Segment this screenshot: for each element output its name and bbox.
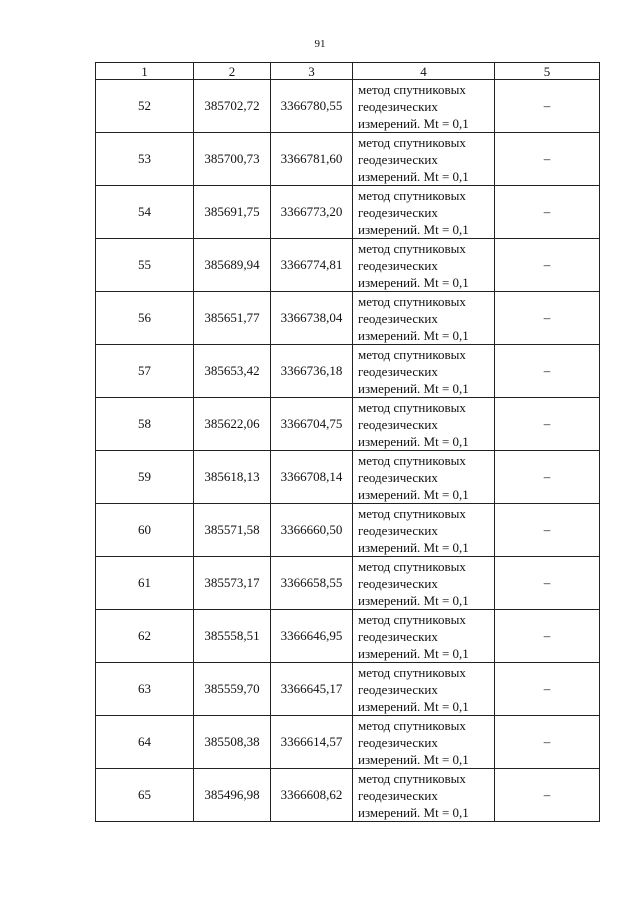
note-cell: – [495,80,600,133]
table-header-row [96,63,600,80]
point-number-cell: 56 [96,292,194,345]
method-cell: метод спутниковых геодезических измерений. Mt = 0,1 [353,451,495,504]
x-coordinate-cell: 385559,70 [194,663,271,716]
method-cell: метод спутниковых геодезических измерений. Mt = 0,1 [353,239,495,292]
point-number-cell: 59 [96,451,194,504]
method-cell: метод спутниковых геодезических измерений. Mt = 0,1 [353,398,495,451]
y-coordinate-cell: 3366646,95 [271,610,353,663]
note-cell: – [495,663,600,716]
y-coordinate-cell: 3366773,20 [271,186,353,239]
x-coordinate-cell: 385618,13 [194,451,271,504]
table-row [96,769,600,822]
y-coordinate-cell: 3366608,62 [271,769,353,822]
note-cell: – [495,133,600,186]
note-cell: – [495,451,600,504]
note-cell: – [495,557,600,610]
point-number-cell: 53 [96,133,194,186]
y-coordinate-cell: 3366736,18 [271,345,353,398]
column-header: 3 [271,63,353,80]
note-cell: – [495,504,600,557]
note-cell: – [495,292,600,345]
point-number-cell: 62 [96,610,194,663]
table-row [96,504,600,557]
x-coordinate-cell: 385691,75 [194,186,271,239]
method-cell: метод спутниковых геодезических измерений. Mt = 0,1 [353,663,495,716]
x-coordinate-cell: 385700,73 [194,133,271,186]
point-number-cell: 63 [96,663,194,716]
column-header: 2 [194,63,271,80]
y-coordinate-cell: 3366645,17 [271,663,353,716]
method-cell: метод спутниковых геодезических измерений. Mt = 0,1 [353,133,495,186]
note-cell: – [495,398,600,451]
x-coordinate-cell: 385558,51 [194,610,271,663]
y-coordinate-cell: 3366614,57 [271,716,353,769]
coordinates-table [95,62,600,822]
table-row [96,292,600,345]
x-coordinate-cell: 385653,42 [194,345,271,398]
table-body [96,80,600,822]
y-coordinate-cell: 3366708,14 [271,451,353,504]
y-coordinate-cell: 3366738,04 [271,292,353,345]
note-cell: – [495,610,600,663]
method-cell: метод спутниковых геодезических измерений. Mt = 0,1 [353,80,495,133]
y-coordinate-cell: 3366781,60 [271,133,353,186]
y-coordinate-cell: 3366774,81 [271,239,353,292]
x-coordinate-cell: 385622,06 [194,398,271,451]
x-coordinate-cell: 385508,38 [194,716,271,769]
table-row [96,239,600,292]
table-row [96,610,600,663]
x-coordinate-cell: 385496,98 [194,769,271,822]
point-number-cell: 54 [96,186,194,239]
x-coordinate-cell: 385571,58 [194,504,271,557]
note-cell: – [495,345,600,398]
table-row [96,663,600,716]
point-number-cell: 55 [96,239,194,292]
method-cell: метод спутниковых геодезических измерений. Mt = 0,1 [353,769,495,822]
x-coordinate-cell: 385651,77 [194,292,271,345]
y-coordinate-cell: 3366658,55 [271,557,353,610]
table-row [96,557,600,610]
point-number-cell: 57 [96,345,194,398]
method-cell: метод спутниковых геодезических измерений. Mt = 0,1 [353,292,495,345]
table-row [96,345,600,398]
point-number-cell: 58 [96,398,194,451]
point-number-cell: 64 [96,716,194,769]
column-header: 1 [96,63,194,80]
note-cell: – [495,716,600,769]
point-number-cell: 60 [96,504,194,557]
x-coordinate-cell: 385573,17 [194,557,271,610]
note-cell: – [495,769,600,822]
note-cell: – [495,186,600,239]
y-coordinate-cell: 3366704,75 [271,398,353,451]
point-number-cell: 65 [96,769,194,822]
column-header: 5 [495,63,600,80]
table-row [96,133,600,186]
table-row [96,398,600,451]
method-cell: метод спутниковых геодезических измерений. Mt = 0,1 [353,610,495,663]
method-cell: метод спутниковых геодезических измерений. Mt = 0,1 [353,504,495,557]
page-number: 91 [314,38,326,50]
point-number-cell: 61 [96,557,194,610]
x-coordinate-cell: 385702,72 [194,80,271,133]
method-cell: метод спутниковых геодезических измерений. Mt = 0,1 [353,345,495,398]
column-header: 4 [353,63,495,80]
x-coordinate-cell: 385689,94 [194,239,271,292]
y-coordinate-cell: 3366660,50 [271,504,353,557]
method-cell: метод спутниковых геодезических измерений. Mt = 0,1 [353,557,495,610]
table-row [96,716,600,769]
table-row [96,186,600,239]
table-row [96,451,600,504]
method-cell: метод спутниковых геодезических измерений. Mt = 0,1 [353,186,495,239]
table-row [96,80,600,133]
y-coordinate-cell: 3366780,55 [271,80,353,133]
note-cell: – [495,239,600,292]
point-number-cell: 52 [96,80,194,133]
method-cell: метод спутниковых геодезических измерений. Mt = 0,1 [353,716,495,769]
